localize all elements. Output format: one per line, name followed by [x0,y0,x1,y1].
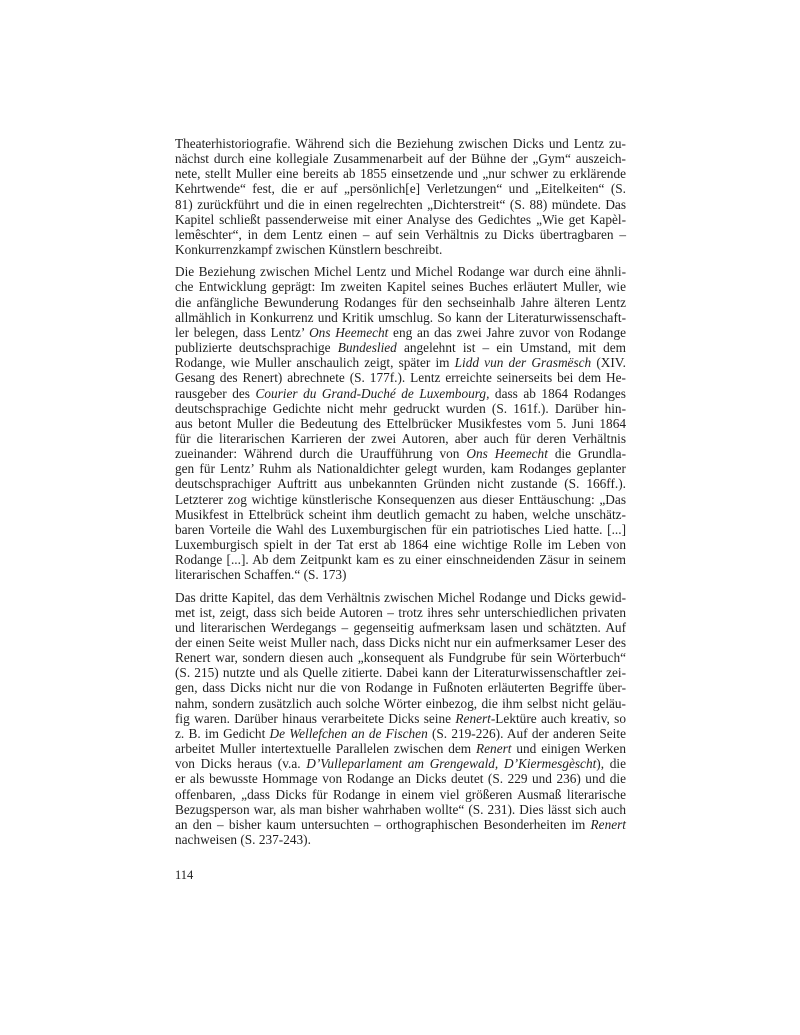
text-line: für die literarischen Karrieren der zwei Autoren, aber auch für deren Verhältnis [175,430,626,446]
text-line: deutschsprachige Gedichte nicht mehr gedruckt wurden (S. 161f.). Darüber hin- [175,400,626,416]
italic-title: De Wellefchen an de Fischen [269,725,428,741]
text-line: (S. 215) nutzte und als Quelle zitierte. Dabei kann der Literaturwissenschaftler zei- [175,665,626,681]
text-line [175,355,626,370]
text-line [175,340,626,355]
text-segment: von Dicks heraus (v.a. [175,756,307,772]
text-line: Kehrtwende“ fest, die er auf „persönlich[e] Verletzungen“ und „Eitelkeiten“ (S. [175,181,626,197]
italic-title: Renert [476,741,512,757]
text-segment: (S. 219-226). Auf der anderen Seite [427,725,626,741]
text-line [175,741,626,756]
text-segment: dass ab 1864 Rodanges [489,385,626,401]
italic-title: Bundeslied [337,340,397,356]
italic-title: Ons Heemecht [309,324,389,340]
text-line: Das dritte Kapitel, das dem Verhältnis zwischen Michel Rodange und Dicks gewid- [175,589,626,605]
text-line: Luxemburgisch spielt in der Tat erst ab 1864 eine wichtige Rolle im Leben von [175,537,626,553]
text-line: Bezugsperson war, als man bisher wahrhaben wollte“ (S. 231). Dies lässt sich auch [175,801,626,817]
text-line: nete, stellt Muller eine bereits ab 1855 einsetzende und „nur schwer zu erklärende [175,166,626,182]
text-line: literarischen Schaffen.“ (S. 173) [175,567,347,583]
text-line: er als bewusste Hommage von Rodange an Dicks deutet (S. 229 und 236) und die [175,771,626,787]
text-line: aus betont Muller die Bedeutung des Ettelbrücker Musikfestes vom 5. Juni 1864 [175,415,626,431]
text-segment: (XIV. [591,355,626,371]
text-segment: ), die [596,756,626,772]
text-line: che Entwicklung geprägt: Im zweiten Kapitel seines Buches erläutert Muller, wie [175,279,626,295]
text-segment: eng an das zwei Jahre zuvor von Rodange [388,324,627,340]
text-line: Die Beziehung zwischen Michel Lentz und Michel Rodange war durch eine ähnli- [175,264,626,280]
text-line [175,325,626,340]
text-segment: die Grundla- [547,446,627,462]
body-paragraph [175,590,626,848]
text-line: nachweisen (S. 237-243). [175,832,311,848]
text-segment: angelehnt ist – ein Umstand, mit dem [396,340,626,356]
text-line: gen für Lentz’ Ruhm als Nationaldichter gelegt wurden, kam Rodanges geplanter [175,461,626,477]
text-segment: zueinander: Während durch die Uraufführung von [175,446,467,462]
italic-title: D’Vulleparlament am Grengewald, D’Kiermesgèscht [306,756,597,772]
italic-title: Courier du Grand-Duché de Luxembourg, [255,385,490,401]
text-line: offenbaren, „dass Dicks für Rodange in einem viel größeren Ausmaß literarische [175,786,626,802]
text-line: der einen Seite weist Muller nach, dass Dicks nicht nur ein aufmerksamer Leser des [175,635,626,650]
text-segment: z. B. im Gedicht [175,725,270,741]
page-number: 114 [175,868,194,882]
text-line [175,726,626,741]
body-text [175,136,626,854]
text-line: Theaterhistoriografie. Während sich die Beziehung zwischen Dicks und Lentz zu- [175,136,626,151]
text-line: baren Vorteile die Wahl des Luxemburgischen für ein patriotisches Lied hatte. [...] [175,521,626,537]
text-line [175,446,626,461]
text-line [175,386,626,401]
text-segment: arbeitet Muller intertextuelle Parallelen zwischen dem [175,741,477,757]
text-line: Musikfest in Ettelbrück scheint ihm deutlich gemacht zu haben, welche unschätz- [175,506,626,522]
body-paragraph [175,136,626,257]
text-line: met ist, zeigt, dass sich beide Autoren – trotz ihres sehr unterschiedlichen privaten [175,604,626,620]
text-line: allmählich in Konkurrenz und Kritik umschlug. So kann der Literaturwissenschaft- [175,309,626,325]
italic-title: Ons Heemecht [466,446,548,462]
text-line: Gesang des Renert) abrechnete (S. 177f.). Lentz erreichte seinerseits bei dem He- [175,370,626,386]
text-segment: -Lektüre auch kreativ, so [490,710,627,726]
text-segment: an den – bisher kaum untersuchten – orthographischen Besonderheiten im [175,816,591,832]
text-segment: und einigen Werken [511,741,626,757]
text-segment: fig waren. Darüber hinaus verarbeitete Dicks seine [175,710,456,726]
body-paragraph [175,264,626,582]
text-line: 81) zurückführt und die in einen regelrechten „Dichterstreit“ (S. 88) mündete. Das [175,196,626,212]
text-segment: Rodange, wie Muller anschaulich zeigt, später im [175,355,455,371]
text-line: lemêschter“, in dem Lentz einen – auf sein Verhältnis zu Dicks übertragbaren – [175,226,626,242]
italic-title: Renert [590,816,626,832]
text-line: deutschsprachiger Auftritt aus unbekannten Gründen nicht zustande (S. 166ff.). [175,476,626,492]
text-line: die anfängliche Bewunderung Rodanges für den sechseinhalb Jahre älteren Lentz [175,294,626,310]
text-line: gen, dass Dicks nicht nur die von Rodange in Fußnoten erläuterten Begriffe über- [175,680,626,696]
text-segment: rausgeber des [175,385,256,401]
text-line: Kapitel schließt passenderweise mit einer Analyse des Gedichtes „Wie get Kapèl- [175,211,626,227]
text-line [175,756,626,771]
text-line [175,711,626,726]
text-line: nahm, sondern zusätzlich auch solche Wörter einbezog, die ihm selbst nicht geläu- [175,695,626,711]
text-line: Renert war, sondern diesen auch „konsequent als Fundgrube für sein Wörterbuch“ [175,650,626,666]
italic-title: Lidd vun der Grasmësch [454,355,592,371]
text-line: Letzterer zog wichtige künstlerische Konsequenzen aus dieser Enttäuschung: „Das [175,491,626,507]
text-segment: ler belegen, dass Lentz’ [175,324,310,340]
text-line: nächst durch eine kollegiale Zusammenarbeit auf der Bühne der „Gym“ auszeich- [175,151,626,167]
text-line: Rodange [...]. Ab dem Zeitpunkt kam es zu einer einschneidenden Zäsur in seinem [175,552,626,568]
text-line: Konkurrenzkampf zwischen Künstlern beschreibt. [175,242,443,258]
text-line [175,817,626,832]
text-segment: publizierte deutschsprachige [175,340,338,356]
text-line: und literarischen Werdegangs – gegenseitig aufmerksam lasen und schätzten. Auf [175,619,626,635]
italic-title: Renert [455,710,491,726]
